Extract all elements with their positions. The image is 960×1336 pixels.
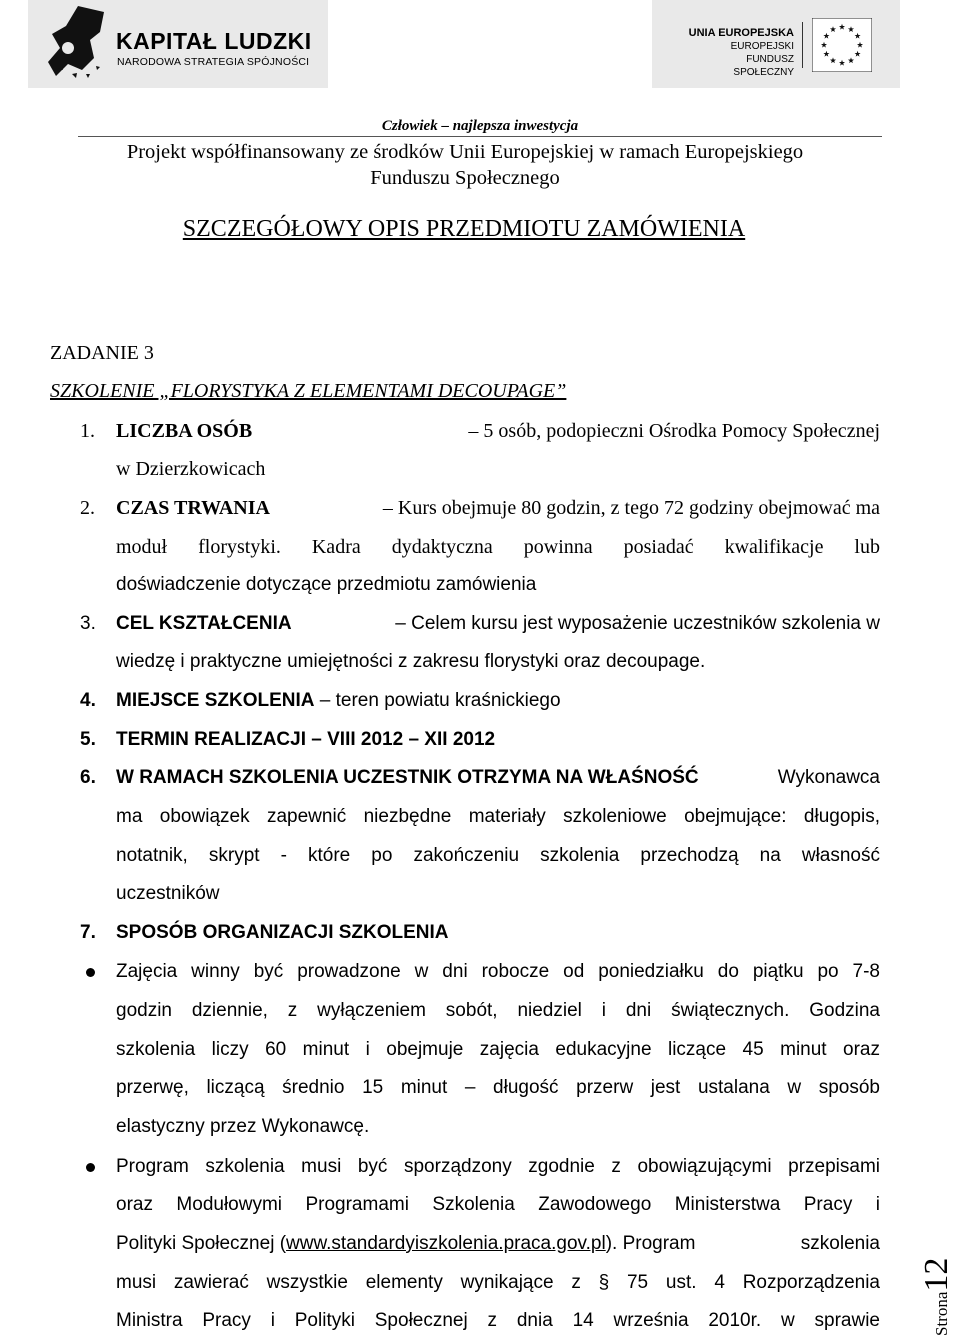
page-number [918,1258,956,1336]
item-2-line-2: moduł florystyki. Kadra dydaktyczna powinna posiadać kwalifikacje lub [116,536,880,558]
eu-line3: FUNDUSZ SPOŁECZNY [733,54,794,78]
kapital-ludzki-subtitle: NARODOWA STRATEGIA SPÓJNOŚCI [117,56,310,68]
bullet-1-line-1: Zajęcia winny być prowadzone w dni robocze od poniedziałku do piątku po 7-8 [116,961,880,982]
bullet-2-line-3-pre: Polityki Społecznej ( [116,1233,287,1254]
bullet-1-line-2: godzin dziennie, z wyłączeniem sobót, niedziel i dni świątecznych. Godzina [116,1000,880,1021]
kapital-ludzki-title: KAPITAŁ LUDZKI [116,28,312,54]
page-number-value: 12 [918,1257,955,1292]
eu-line2: EUROPEJSKI [730,41,794,52]
kapital-ludzki-emblem-icon [38,4,122,84]
item-1-line-1 [116,420,880,443]
project-cofinancing-note [0,139,930,191]
item-2-text: – Kurs obejmuje 80 godzin, z tego 72 godziny obejmować ma [382,497,880,519]
item-5-number: 5. [80,729,96,750]
item-6-line-4: uczestników [116,883,220,904]
header-rule [78,136,882,137]
item-7-number: 7. [80,922,96,943]
item-1-number: 1. [80,420,95,442]
bullet-2-line-4: musi zawierać wszystkie elementy wynikające z § 75 ust. 4 Rozporządzenia [116,1272,880,1293]
item-6-line-2: ma obowiązek zapewnić niezbędne materiały szkoleniowe obejmujące: długopis, [116,806,880,827]
project-line-1: Projekt współfinansowany ze środków Unii Europejskiej w ramach Europejskiego [126,141,804,163]
eu-line1: UNIA EUROPEJSKA [688,27,794,39]
item-3-line-2: wiedzę i praktyczne umiejętności z zakresu florystyki oraz decoupage. [116,651,706,672]
item-6-text: Wykonawca [777,767,880,788]
item-2-line-3: doświadczenie dotyczące przedmiotu zamówienia [116,574,537,595]
item-6-label: W RAMACH SZKOLENIA UCZESTNIK OTRZYMA NA WŁAŚNOŚĆ [116,767,699,788]
document-title: SZCZEGÓŁOWY OPIS PRZEDMIOTU ZAMÓWIENIA [182,216,746,242]
bullet-2-line-3-post: . Program [612,1233,696,1254]
item-6-number: 6. [80,767,96,788]
training-name: SZKOLENIE „FLORYSTYKA Z ELEMENTAMI DECOUPAGE” [50,380,567,402]
task-heading: ZADANIE 3 [50,342,154,364]
item-4-number: 4. [80,690,96,711]
bullet-2-line-3 [116,1233,880,1255]
bullet-2-marker [86,1163,95,1172]
motto: Człowiek – najlepsza inwestycja [381,118,579,134]
bullet-1-line-4: przerwę, liczącą średnio 15 minut – długość przerw jest ustalana w sposób [116,1077,880,1098]
item-6-line-3: notatnik, skrypt - które po zakończeniu szkolenia przechodzą na własność [116,845,880,866]
bullet-2-line-5: Ministra Pracy i Polityki Społecznej z dnia 14 września 2010r. w sprawie [116,1310,880,1331]
bullet-1-marker [86,968,95,977]
item-4-label: MIEJSCE SZKOLENIA [116,690,315,711]
bullet-1-line-5: elastyczny przez Wykonawcę. [116,1116,370,1137]
item-1-text: – 5 osób, podopieczni Ośrodka Pomocy Społecznej [468,420,880,442]
item-1-label: LICZBA OSÓB [116,420,253,442]
standards-website-link[interactable]: www.standardyiszkolenia.praca.gov.pl [286,1233,606,1254]
item-2-line-1 [116,497,880,520]
eu-stars-flag-icon [812,18,872,72]
bullet-2-line-3-end: szkolenia [800,1233,880,1254]
item-5-label: TERMIN REALIZACJI – VIII 2012 – XII 2012 [116,729,496,750]
bullet-2-line-3-post-a: ) [605,1233,613,1254]
item-7-label: SPOSÓB ORGANIZACJI SZKOLENIA [116,922,449,943]
eu-logo [652,0,900,88]
item-4-text: – teren powiatu kraśnickiego [319,690,561,711]
item-3-text: – Celem kursu jest wyposażenie uczestników szkolenia w [395,613,880,634]
eu-logo-text [686,26,794,79]
bullet-1-line-3: szkolenia liczy 60 minut i obejmuje zajęcia edukacyjne liczące 45 minut oraz [116,1039,880,1060]
page-label: Strona [932,1291,951,1336]
item-4-line-1 [116,690,561,712]
item-1-line-2: w Dzierzkowicach [116,458,266,480]
bullet-2-line-3-start [116,1233,695,1255]
bullet-2-line-2: oraz Modułowymi Programami Szkolenia Zawodowego Ministerstwa Pracy i [116,1194,880,1215]
item-3-number: 3. [80,613,96,634]
item-2-number: 2. [80,497,95,519]
kapital-ludzki-logo [28,0,328,88]
bullet-2-line-1: Program szkolenia musi być sporządzony zgodnie z obowiązującymi przepisami [116,1156,880,1177]
item-2-label: CZAS TRWANIA [116,497,270,519]
item-3-label: CEL KSZTAŁCENIA [116,613,292,634]
eu-logo-divider [802,22,803,68]
item-6-line-1 [116,767,880,789]
item-3-line-1 [116,613,880,635]
project-line-2: Funduszu Społecznego [370,167,560,189]
